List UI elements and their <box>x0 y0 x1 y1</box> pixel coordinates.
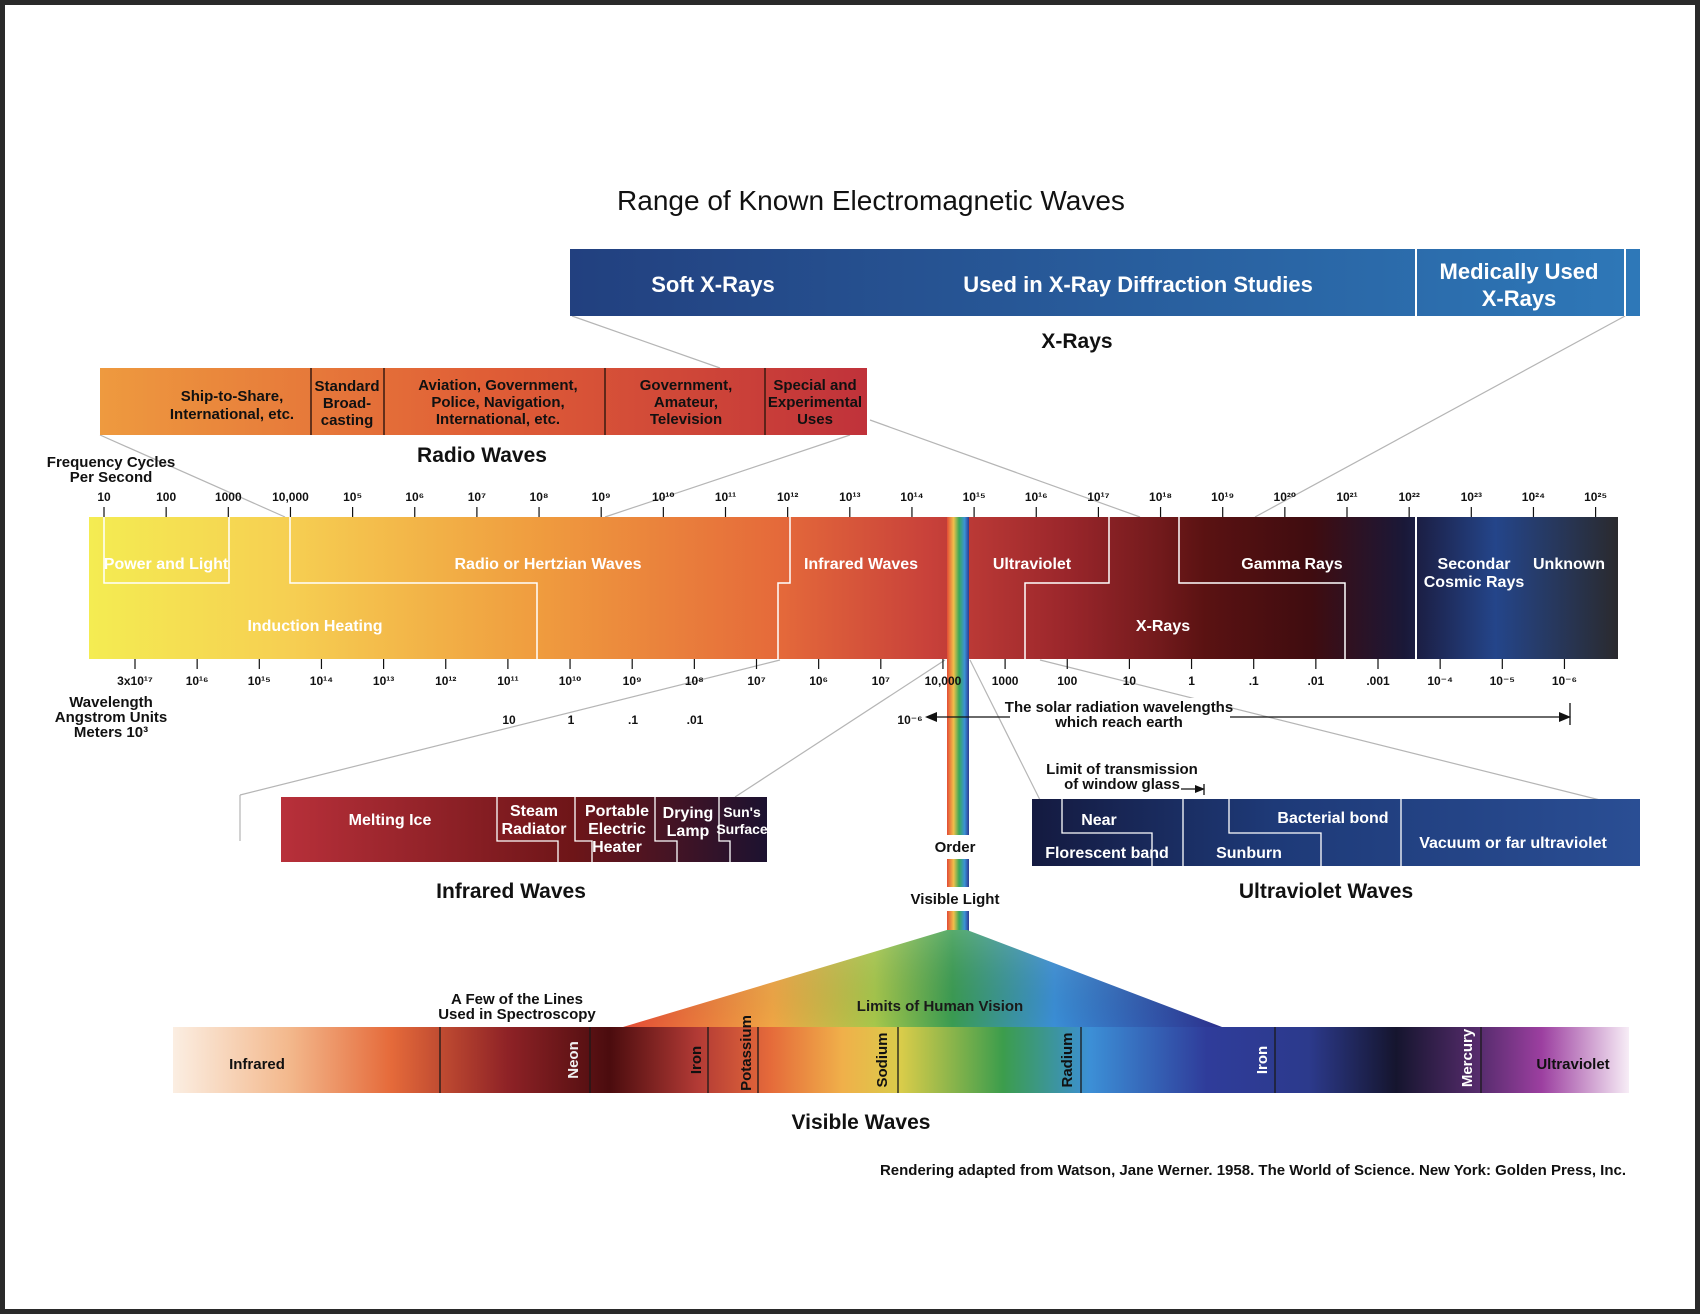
uv-segment-vacuum: Vacuum or far ultraviolet <box>1419 835 1607 852</box>
frequency-tick-label: 10⁶ <box>405 490 425 504</box>
wavelength-ticks <box>117 659 1577 688</box>
ultraviolet-heading: Ultraviolet Waves <box>1238 880 1414 903</box>
solar-radiation-text: The solar radiation wavelengths which reach earth <box>1004 699 1234 731</box>
wavelength-tick-label: 10⁸ <box>684 674 704 688</box>
frequency-tick-label: 10⁷ <box>467 490 487 504</box>
wavelength-tick-label: 10¹⁴ <box>309 674 334 688</box>
radio-segment-aviation: Aviation, Government, Police, Navigation, International, etc. <box>418 377 578 428</box>
xray-bar <box>570 249 1640 353</box>
band-radio-hertzian: Radio or Hertzian Waves <box>454 556 642 573</box>
frequency-tick-label: 10⁹ <box>591 490 611 504</box>
main-spectrum <box>89 517 1618 933</box>
meter-tick-label: 10⁻⁶ <box>897 713 923 727</box>
wavelength-tick-label: 10¹³ <box>372 674 395 688</box>
band-unknown: Unknown <box>1533 556 1605 573</box>
wavelength-tick-label: 10¹⁵ <box>247 674 271 688</box>
infrared-segment-suns-surface: Sun's Surface <box>716 804 768 837</box>
band-ultraviolet: Ultraviolet <box>992 556 1072 573</box>
wavelength-tick-label: 10,000 <box>924 674 962 688</box>
limits-human-vision-label: Limits of Human Vision <box>856 998 1024 1015</box>
frequency-tick-label: 100 <box>156 490 177 504</box>
frequency-tick-label: 10⁵ <box>343 490 363 504</box>
credit-line: Rendering adapted from Watson, Jane Werner. 1958. The World of Science. New York: Golden Press, Inc. <box>879 1162 1626 1179</box>
frequency-tick-label: 10¹⁵ <box>962 490 986 504</box>
infrared-segment-steam-radiator: Steam Radiator <box>501 803 567 838</box>
spectroscopy-lines-note: A Few of the Lines Used in Spectroscopy <box>438 991 596 1023</box>
wavelength-tick-label: 100 <box>1057 674 1078 688</box>
wavelength-tick-label: .01 <box>1307 674 1325 688</box>
uv-segment-florescent: Florescent band <box>1045 845 1169 862</box>
band-infrared: Infrared Waves <box>803 556 919 573</box>
wavelength-tick-label: .1 <box>1248 674 1259 688</box>
band-gamma-rays: Gamma Rays <box>1241 556 1343 573</box>
radio-bar <box>100 368 867 467</box>
infrared-segment-melting-ice: Melting Ice <box>348 812 432 829</box>
frequency-tick-label: 10¹⁰ <box>652 490 675 504</box>
frequency-axis-label: Frequency Cycles Per Second <box>46 454 176 486</box>
infrared-heading: Infrared Waves <box>436 880 586 903</box>
xray-segment-soft: Soft X-Rays <box>651 272 775 297</box>
frequency-tick-label: 10¹² <box>776 490 799 504</box>
line-iron-1: Iron <box>688 1045 705 1075</box>
wavelength-tick-label: 10¹¹ <box>497 674 519 688</box>
line-mercury: Mercury <box>1459 1028 1476 1088</box>
line-neon: Neon <box>565 1041 582 1079</box>
em-spectrum-diagram <box>5 5 1700 1314</box>
uv-segment-bacterial: Bacterial bond <box>1277 810 1389 827</box>
wavelength-tick-label: 10⁻⁴ <box>1427 674 1453 688</box>
diagram-title: Range of Known Electromagnetic Waves <box>617 185 1125 216</box>
wavelength-tick-label: 10⁶ <box>809 674 829 688</box>
radio-heading: Radio Waves <box>417 444 547 467</box>
frequency-tick-label: 10²¹ <box>1336 490 1358 504</box>
meter-tick-label: .01 <box>686 713 704 727</box>
visible-strip <box>947 517 969 933</box>
frequency-tick-label: 10,000 <box>272 490 309 504</box>
visible-heading: Visible Waves <box>791 1111 931 1134</box>
radio-segment-government: Government, Amateur, Television <box>639 377 733 428</box>
radio-segment-special: Special and Experimental Uses <box>767 377 863 428</box>
ultraviolet-bar <box>1032 799 1640 903</box>
solar-radiation-note <box>925 698 1571 731</box>
wavelength-tick-label: 10⁻⁵ <box>1489 674 1515 688</box>
visible-end-ultraviolet: Ultraviolet <box>1536 1056 1610 1073</box>
line-sodium: Sodium <box>874 1032 891 1088</box>
meter-tick-label: .1 <box>627 713 639 727</box>
wavelength-tick-label: 3x10¹⁷ <box>117 674 153 688</box>
order-label: Order <box>934 839 976 856</box>
infrared-bar <box>281 797 768 903</box>
window-glass-note <box>1046 761 1205 795</box>
radio-segment-ship: Ship-to-Share, International, etc. <box>169 388 295 423</box>
frequency-tick-label: 10¹⁹ <box>1211 490 1235 504</box>
frequency-tick-label: 10⁸ <box>529 490 549 504</box>
wavelength-axis-label: Wavelength Angstrom Units Meters 10³ <box>54 694 168 741</box>
wavelength-tick-label: 10⁷ <box>871 674 890 688</box>
visible-fan <box>623 930 1222 1027</box>
wavelength-tick-label: 1 <box>1188 674 1195 688</box>
wavelength-tick-label: 10⁹ <box>622 674 642 688</box>
line-iron-2: Iron <box>1254 1045 1271 1075</box>
visible-end-infrared: Infrared <box>229 1056 285 1073</box>
wavelength-tick-label: 10¹⁰ <box>558 674 582 688</box>
radio-segment-broadcasting: Standard Broad-casting <box>314 378 380 429</box>
frequency-tick-label: 10²² <box>1398 490 1420 504</box>
infrared-segment-drying-lamp: Drying Lamp <box>662 805 714 840</box>
frequency-tick-label: 10²³ <box>1460 490 1482 504</box>
wavelength-tick-label: 10¹² <box>435 674 457 688</box>
frequency-tick-label: 10¹⁴ <box>900 490 924 504</box>
frequency-tick-label: 10¹⁷ <box>1087 490 1110 504</box>
band-x-rays: X-Rays <box>1135 618 1191 635</box>
frequency-tick-label: 10²⁰ <box>1273 490 1297 504</box>
meter-tick-label: 10 <box>502 713 516 727</box>
xray-segment-diffraction: Used in X-Ray Diffraction Studies <box>963 272 1313 297</box>
frequency-tick-label: 10 <box>97 490 111 504</box>
wavelength-tick-label: 1000 <box>991 674 1019 688</box>
uv-segment-near: Near <box>1081 812 1117 829</box>
frequency-tick-label: 10¹⁶ <box>1024 490 1048 504</box>
wavelength-tick-label: .001 <box>1366 674 1390 688</box>
frequency-axis <box>47 454 1607 517</box>
band-power-and-light: Power and Light <box>103 556 229 573</box>
xray-segment-medical: Medically Used X-Rays <box>1439 259 1599 311</box>
line-potassium: Potassium <box>738 1015 755 1091</box>
wavelength-tick-label: 10¹⁶ <box>185 674 209 688</box>
uv-segment-sunburn: Sunburn <box>1216 845 1282 862</box>
wavelength-axis <box>55 659 1577 741</box>
wavelength-tick-label: 10⁻⁶ <box>1551 674 1578 688</box>
meter-tick-label: 1 <box>567 713 575 727</box>
band-induction-heating: Induction Heating <box>247 618 383 635</box>
band-secondary-cosmic-rays: Secondar Cosmic Rays <box>1423 556 1525 591</box>
line-radium: Radium <box>1059 1032 1076 1088</box>
frequency-tick-label: 10¹³ <box>839 490 861 504</box>
frequency-tick-label: 1000 <box>214 490 242 504</box>
main-spectrum-fill <box>89 517 1618 659</box>
wavelength-tick-label: 10⁷ <box>747 674 766 688</box>
window-glass-text: Limit of transmission of window glass <box>1046 761 1198 793</box>
frequency-tick-label: 10²⁴ <box>1521 490 1546 504</box>
frequency-ticks <box>97 490 1607 517</box>
frequency-tick-label: 10¹¹ <box>714 490 737 504</box>
infrared-segment-portable-heater: Portable Electric Heater <box>584 803 650 856</box>
frequency-tick-label: 10²⁵ <box>1584 490 1608 504</box>
xray-heading: X-Rays <box>1041 330 1113 353</box>
visible-light-label: Visible Light <box>910 891 1000 908</box>
visible-bar-fill <box>173 1027 1629 1093</box>
frequency-tick-label: 10¹⁸ <box>1149 490 1173 504</box>
wavelength-tick-label: 10 <box>1122 674 1137 688</box>
